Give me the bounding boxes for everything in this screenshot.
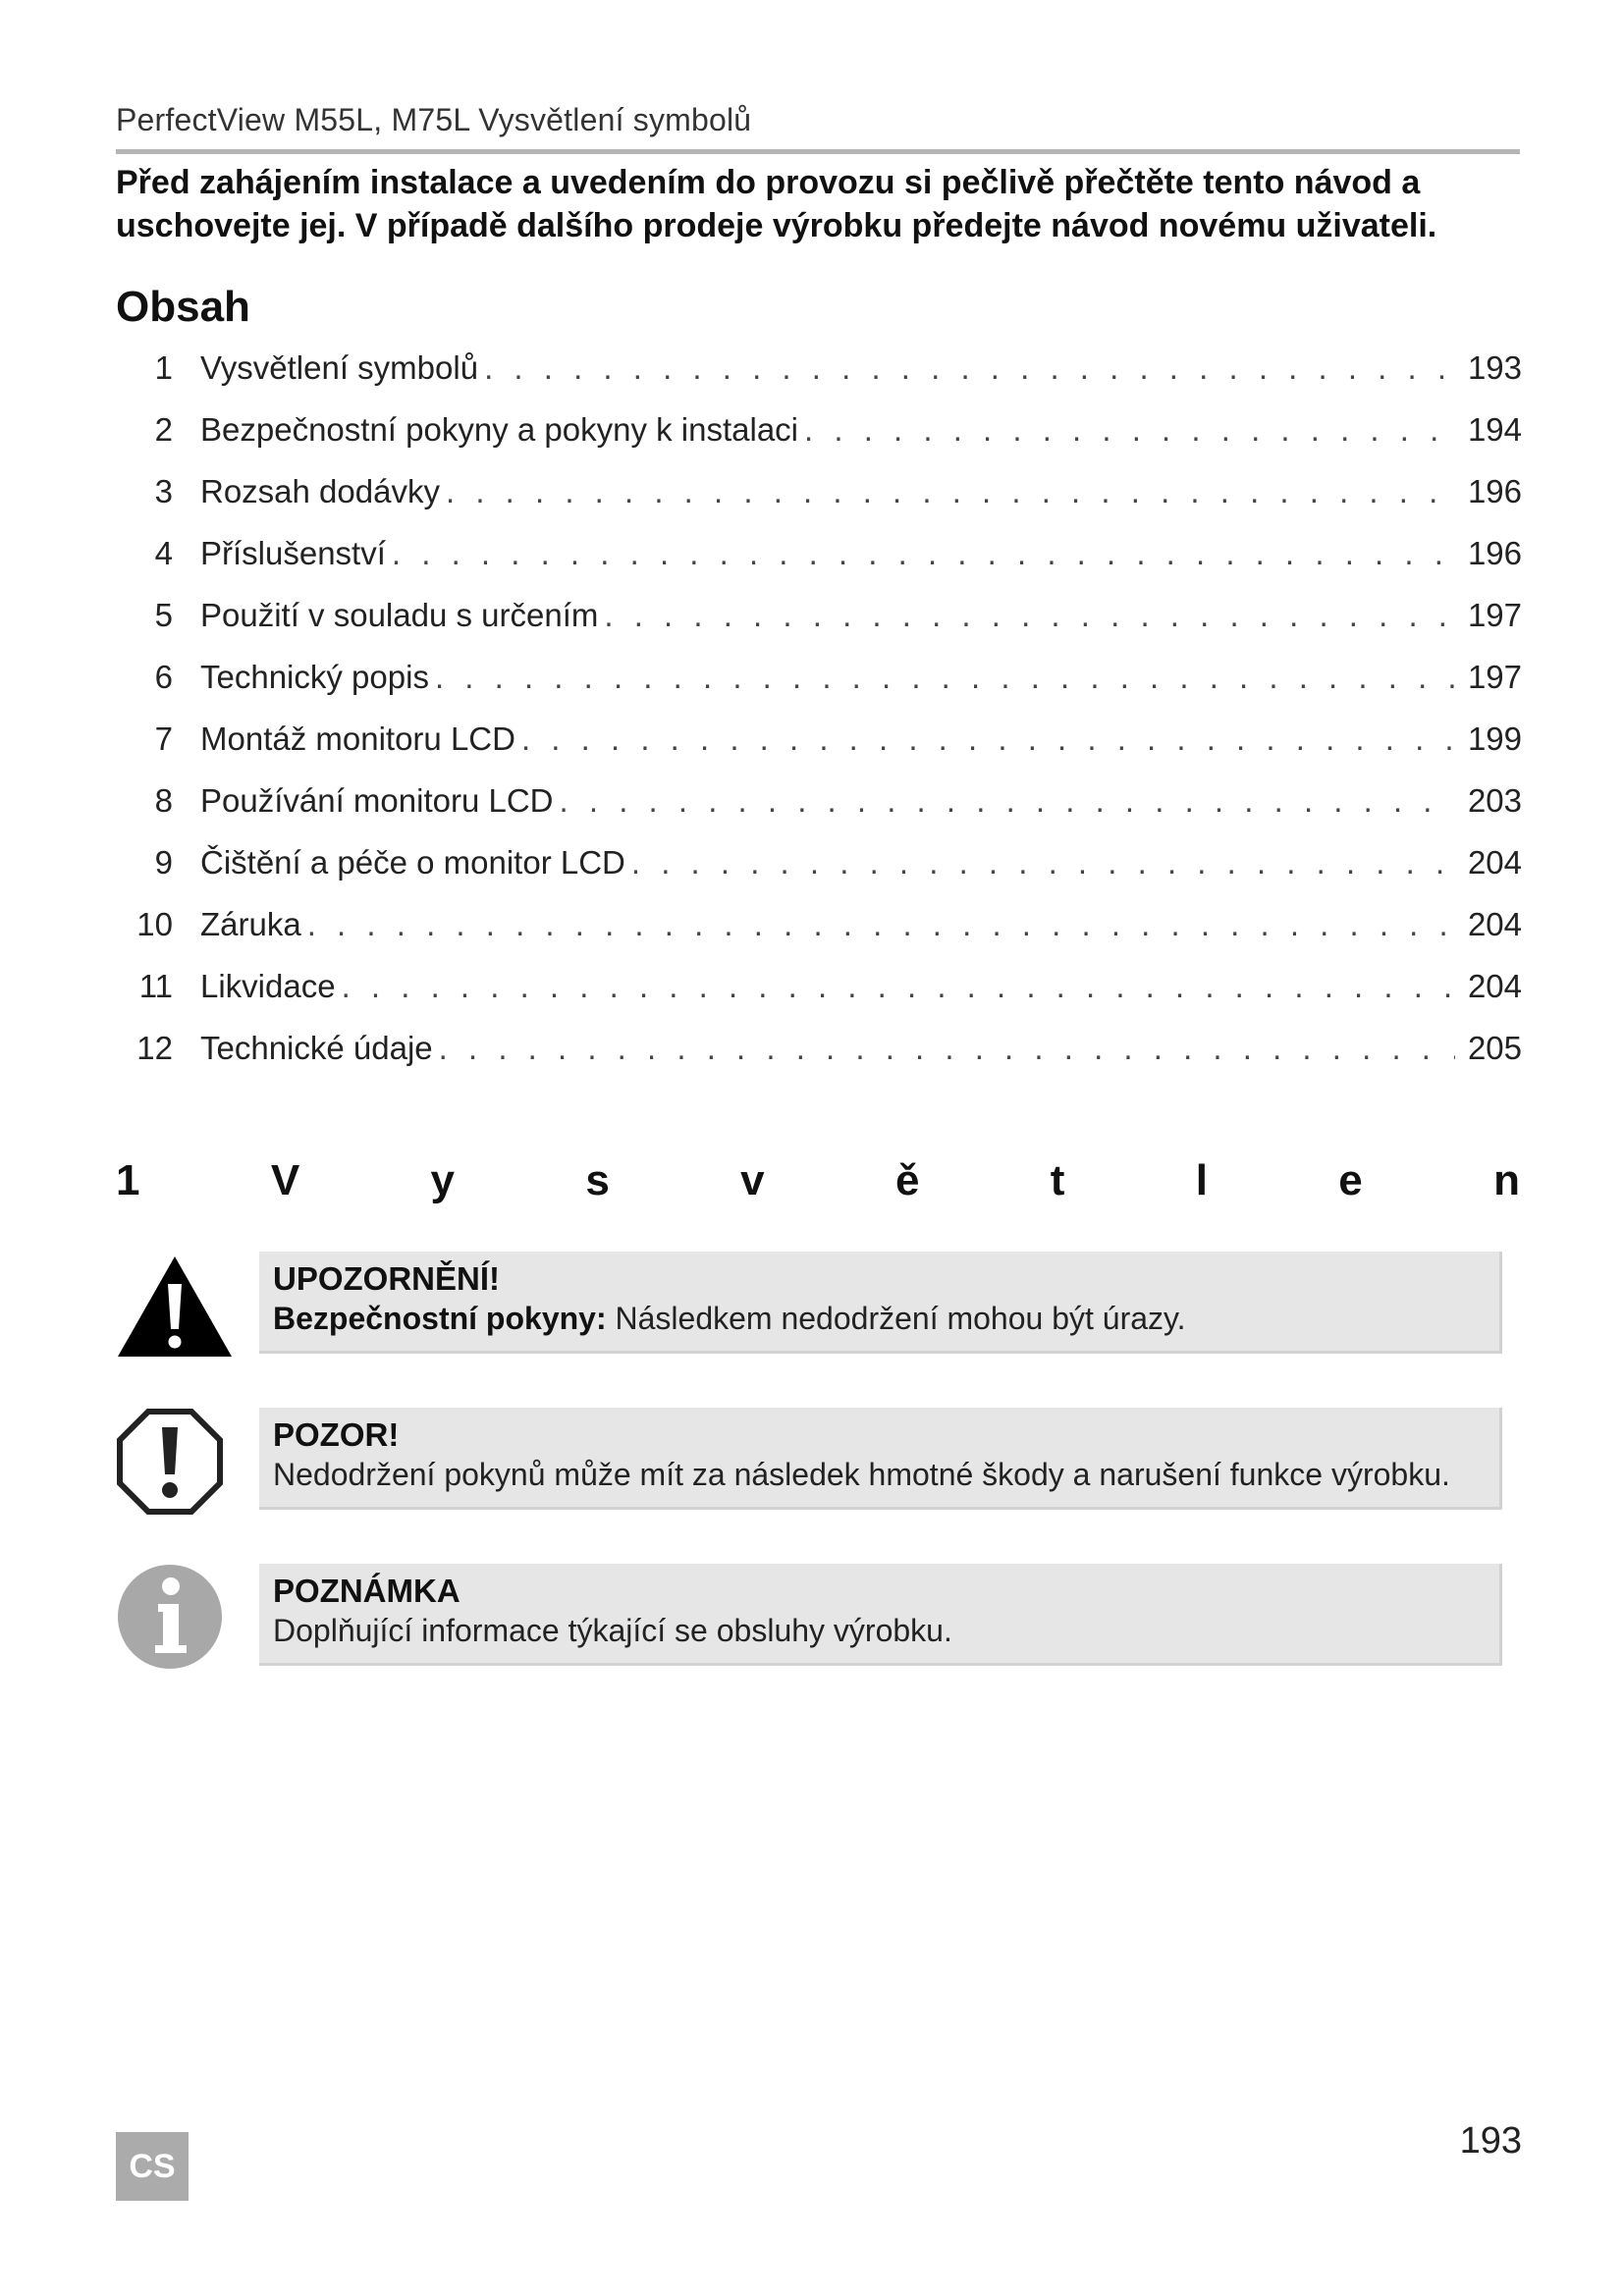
toc-item-page: 204 [1467,906,1522,942]
note-title: POZNÁMKA [273,1573,460,1609]
toc-title: Obsah [116,283,250,331]
toc-item[interactable] [116,535,1522,597]
section-heading-letter: s [585,1156,610,1204]
toc-item-page: 193 [1467,349,1522,386]
section-heading-letter: y [430,1156,455,1204]
toc-item-page: 197 [1467,597,1522,633]
toc-item[interactable] [116,349,1522,411]
toc-item-label: Používání monitoru LCD [200,782,554,819]
toc-item[interactable] [116,782,1522,844]
section-heading-letter: v [740,1156,765,1204]
toc-item-number: 3 [154,473,173,509]
toc-item-number: 6 [154,659,173,695]
section-heading-letter: t [1050,1156,1065,1204]
toc-item[interactable] [116,411,1522,473]
caution-title: POZOR! [273,1416,400,1453]
language-badge: CS [116,2132,189,2201]
section-heading-letter: ě [894,1156,920,1204]
toc-item-page: 205 [1467,1030,1522,1066]
toc-leader-dots [484,349,1455,387]
page-number: 193 [1459,2120,1522,2162]
warning-triangle-icon [116,1253,234,1361]
toc-item-page: 196 [1467,473,1522,509]
toc-item[interactable] [116,906,1522,968]
toc-leader-dots [342,968,1455,1005]
note-notice [259,1564,1502,1666]
toc-item-page: 204 [1467,968,1522,1004]
toc-item-label: Likvidace [200,968,336,1004]
toc-item[interactable] [116,968,1522,1030]
toc-leader-dots [604,597,1455,634]
toc-item[interactable] [116,1030,1522,1092]
toc-item-page: 197 [1467,659,1522,695]
toc-item[interactable] [116,473,1522,535]
toc-item-label: Příslušenství [200,535,386,571]
section-heading-letter: e [1338,1156,1363,1204]
toc-item-label: Bezpečnostní pokyny a pokyny k instalaci [200,411,799,448]
toc-item-label: Technické údaje [200,1030,433,1066]
toc-leader-dots [439,1030,1455,1067]
warning-title: UPOZORNĚNÍ! [273,1260,500,1297]
section-heading [116,1156,1520,1205]
caution-notice [259,1408,1502,1510]
toc-leader-dots [435,659,1455,696]
toc-item-number: 1 [154,349,173,386]
toc-item-label: Montáž monitoru LCD [200,721,515,757]
toc-item-label: Čištění a péče o monitor LCD [200,844,625,881]
toc-item[interactable] [116,659,1522,721]
toc-leader-dots [446,473,1455,510]
toc-item[interactable] [116,844,1522,906]
caution-octagon-icon [116,1408,234,1516]
toc-item-number: 2 [154,411,173,448]
toc-leader-dots [804,411,1455,449]
toc-leader-dots [521,721,1455,758]
toc-item-label: Rozsah dodávky [200,473,440,509]
toc-item-label: Použití v souladu s určením [200,597,599,633]
toc-item-page: 199 [1467,721,1522,757]
toc-item-label: Vysvětlení symbolů [200,349,479,386]
intro-text: Před zahájením instalace a uvedením do provozu si pečlivě přečtěte tento návod a uschovejte jej. V případě dalšího prodeje výrobku předejte návod novému uživateli. [116,164,1437,244]
toc-item-number: 5 [154,597,173,633]
toc-item-page: 204 [1467,844,1522,881]
caution-text: Nedodržení pokynů může mít za následek hmotné škody a narušení funkce výrobku. [273,1457,1450,1492]
warning-text [273,1299,1488,1338]
toc-leader-dots [560,782,1455,820]
toc-item-page: 203 [1467,782,1522,819]
toc-item-number: 7 [154,721,173,757]
toc-leader-dots [307,906,1455,943]
page-header: PerfectView M55L, M75L Vysvětlení symbolů [116,102,752,137]
warning-label: Bezpečnostní pokyny: [273,1301,607,1336]
toc-item-number: 10 [136,906,173,942]
toc-item-number: 12 [136,1030,173,1066]
toc-item[interactable] [116,721,1522,782]
toc-item[interactable] [116,597,1522,659]
toc-item-number: 8 [154,782,173,819]
toc-item-label: Technický popis [200,659,429,695]
toc-item-page: 196 [1467,535,1522,571]
warning-notice [259,1252,1502,1354]
table-of-contents [116,349,1522,1092]
toc-item-number: 9 [154,844,173,881]
warning-description: Následkem nedodržení mohou být úrazy. [606,1301,1186,1336]
toc-item-label: Záruka [200,906,301,942]
toc-leader-dots [392,535,1455,572]
toc-item-number: 4 [154,535,173,571]
toc-leader-dots [631,844,1455,881]
section-heading-letter: 1 [116,1156,140,1204]
info-icon [116,1563,234,1671]
section-heading-letter: n [1493,1156,1520,1204]
header-rule [116,149,1520,154]
toc-item-page: 194 [1467,411,1522,448]
note-text: Doplňující informace týkající se obsluhy výrobku. [273,1613,952,1648]
section-heading-letter: l [1195,1156,1208,1204]
toc-item-number: 11 [138,968,173,1004]
section-heading-letter: V [270,1156,300,1204]
